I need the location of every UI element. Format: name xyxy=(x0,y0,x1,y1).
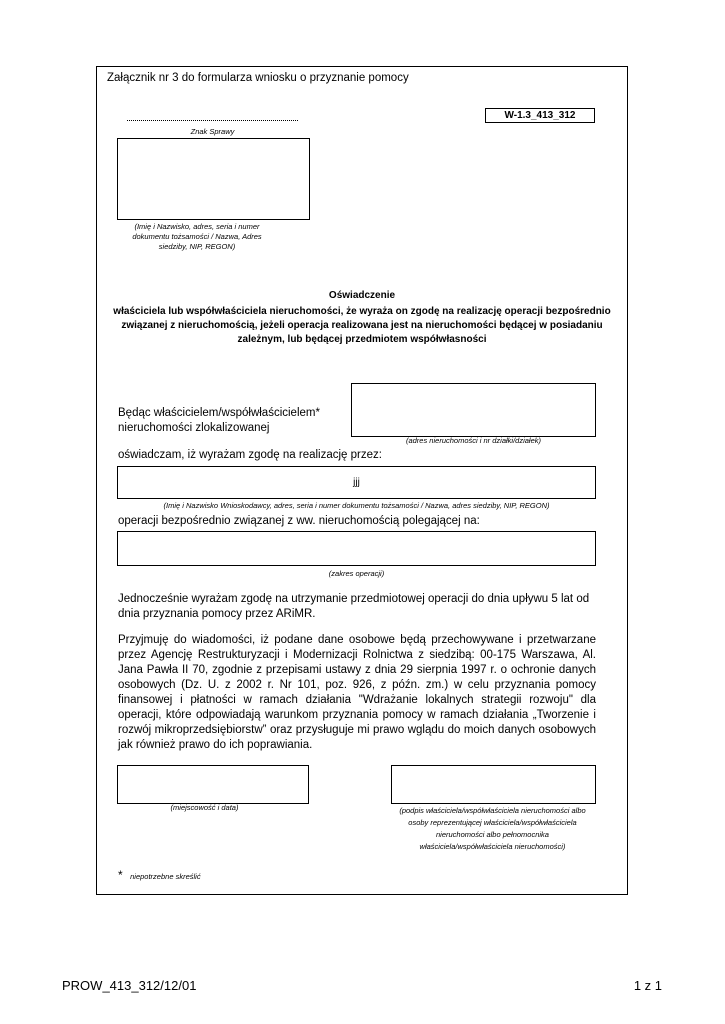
property-address-box[interactable] xyxy=(351,383,596,437)
operation-caption: (zakres operacji) xyxy=(328,569,385,578)
place-date-box[interactable] xyxy=(117,765,309,804)
applicant-box[interactable] xyxy=(117,138,310,220)
footer-doc-code: PROW_413_312/12/01 xyxy=(62,978,197,993)
declaration-subtitle: właściciela lub współwłaściciela nieruchomości, że wyraża on zgodę na realizację operacji bezpośrednio związanej z nieruchomością, jeżeli operacja realizowana jest na nieruchomości będącej w posiadaniu zależnym, lub będącej przedmiotem współwłasności xyxy=(113,306,611,345)
operation-label: operacji bezpośrednio związanej z ww. nieruchomością polegającej na: xyxy=(118,515,480,527)
applicant-field-caption: (Imię i Nazwisko Wnioskodawcy, adres, seria i numer dokumentu tożsamości / Nazwa, adres siedziby, NIP, REGON) xyxy=(163,501,550,510)
footnote-text: niepotrzebne skreślić xyxy=(130,872,201,881)
footer-page-number: 1 z 1 xyxy=(633,978,662,993)
signature-caption: (podpis właściciela/współwłaściciela nieruchomości albo osoby reprezentującej właściciela/współwłaściciela nieruchomości albo pełnomocnika właściciela/współwłaściciela nieruchomości) xyxy=(399,806,586,851)
property-caption: (adres nieruchomości i nr działki/działek) xyxy=(405,436,542,445)
footnote xyxy=(118,866,201,884)
footnote-mark: * xyxy=(118,868,123,882)
paragraph-consent: Jednocześnie wyrażam zgodę na utrzymanie przedmiotowej operacji do dnia upływu 5 lat od dnia przyznania pomocy przez ARiMR. xyxy=(118,593,590,620)
case-sign-caption: Znak Sprawy xyxy=(190,127,235,136)
case-sign-line[interactable] xyxy=(127,120,298,121)
form-code-box: W-1.3_413_312 xyxy=(485,108,595,123)
paragraph-data-protection: Przyjmuję do wiadomości, iż podane dane osobowe będą przechowywane i przetwarzane przez Agencję Restrukturyzacji i Modernizacji Rolnictwa z siedzibą: 00-175 Warszawa, Al. Jana Pawła II 70, zgodnie z przepisami ustawy z dnia 29 sierpnia 1997 r. o ochronie danych osobowych (Dz. U. z 2002 r. Nr 101, poz. 926, z późn. zm.) w celu przyznania pomocy finansowej i płatności w ramach działania "Wdrażanie lokalnych strategii rozwoju" dla operacji, które odpowiadają warunkom przyznania pomocy w ramach działania „Tworzenie i rozwój mikroprzedsiębiorstw” oraz przysługuje mi prawo wglądu do moich danych osobowych jak również prawo do ich poprawiania. xyxy=(118,634,596,751)
attachment-title: Załącznik nr 3 do formularza wniosku o przyznanie pomocy xyxy=(107,72,409,84)
declaration-title: Oświadczenie xyxy=(328,290,396,301)
operation-scope-box[interactable] xyxy=(117,531,596,566)
place-date-caption: (miejscowość i data) xyxy=(170,803,239,812)
applicant-field[interactable]: jjj xyxy=(117,466,596,499)
property-label: Będąc właścicielem/współwłaścicielem* nieruchomości zlokalizowanej xyxy=(118,407,320,434)
applicant-caption: (Imię i Nazwisko, adres, seria i numer dokumentu tożsamości / Nazwa, Adres siedziby, NIP, REGON) xyxy=(132,222,262,251)
consent-label: oświadczam, iż wyrażam zgodę na realizację przez: xyxy=(118,449,382,461)
signature-box[interactable] xyxy=(391,765,596,804)
